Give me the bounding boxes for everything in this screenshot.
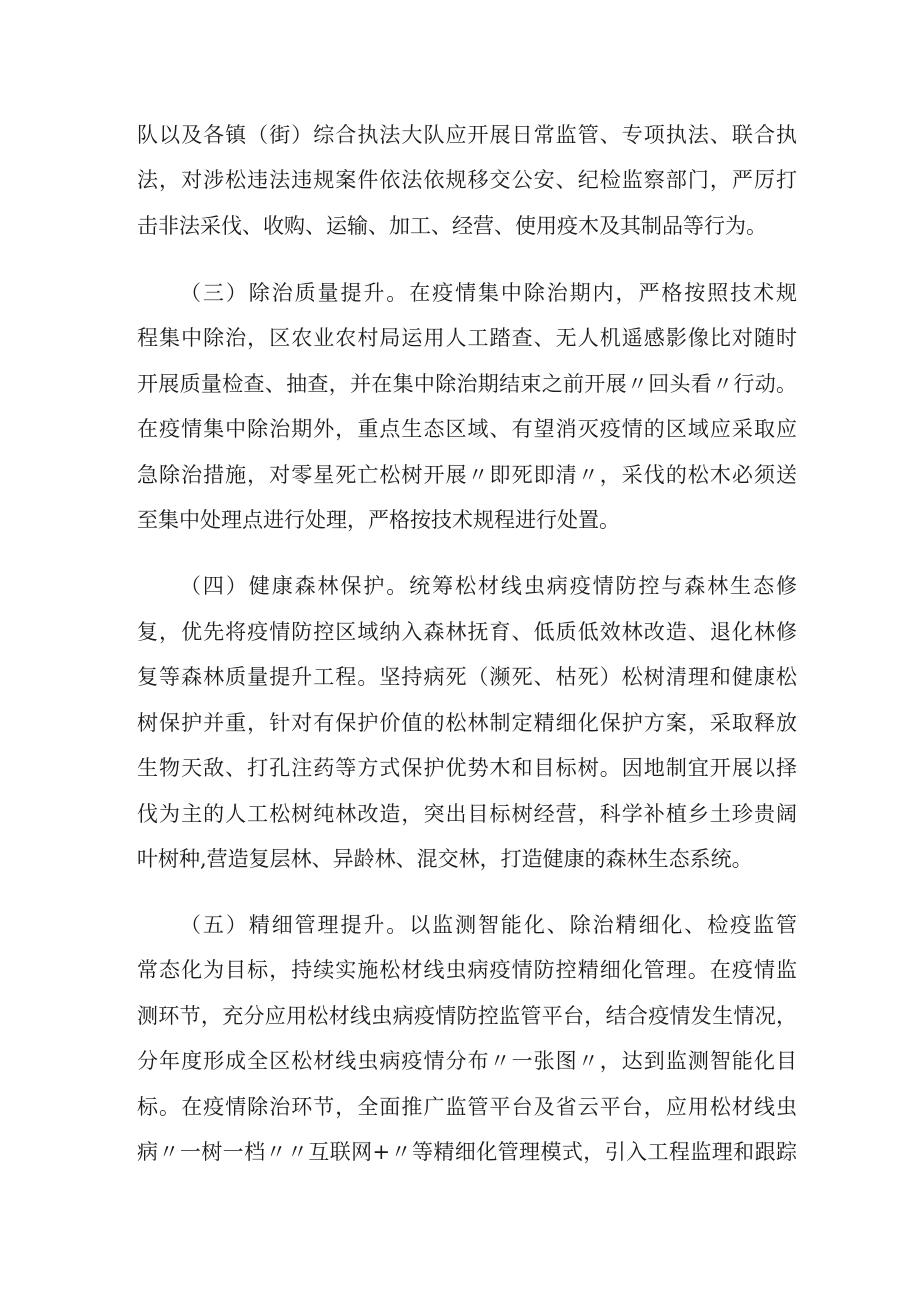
paragraph-5-heading-line: （五）精细管理提升。以监测智能化、除治精细化、检疫监管	[180, 913, 797, 937]
text-line: 标。在疫情除治环节，全面推广监管平台及省云平台，应用松材线虫	[137, 1095, 797, 1119]
text-line: 分年度形成全区松材线虫病疫情分布〃一张图〃，达到监测智能化目	[137, 1049, 797, 1073]
paragraph-3-heading-line: （三）除治质量提升。在疫情集中除治期内，严格按照技术规	[180, 281, 797, 305]
text-line: 伐为主的人工松树纯林改造，突出目标树经营，科学补植乡土珍贵阔	[137, 802, 797, 826]
text-line: 至集中处理点进行处理，严格按技术规程进行处置。	[137, 508, 620, 532]
paragraph-4-heading-line: （四）健康森林保护。统筹松材线虫病疫情防控与森林生态修	[180, 574, 797, 598]
text-line: 测环节，充分应用松材线虫病疫情防控监管平台，结合疫情发生情况，	[137, 1004, 797, 1028]
text-line: 病〃一树一档〃〃互联网+〃等精细化管理模式，引入工程监理和跟踪	[137, 1140, 797, 1164]
text-line: 复等森林质量提升工程。坚持病死（濒死、枯死）松树清理和健康松	[137, 665, 797, 689]
text-line: 常态化为目标，持续实施松材线虫病疫情防控精细化管理。在疫情监	[137, 958, 797, 982]
text-line: 开展质量检查、抽查，并在集中除治期结束之前开展〃回头看〃行动。	[137, 372, 797, 396]
text-line: 队以及各镇（街）综合执法大队应开展日常监管、专项执法、联合执	[137, 123, 797, 147]
text-line: 树保护并重，针对有保护价值的松林制定精细化保护方案，采取释放	[137, 711, 797, 735]
text-line: 在疫情集中除治期外，重点生态区域、有望消灭疫情的区域应采取应	[137, 417, 797, 441]
text-line: 程集中除治，区农业农村局运用人工踏查、无人机遥感影像比对随时	[137, 326, 797, 350]
text-line: 复，优先将疫情防控区域纳入森林抚育、低质低效林改造、退化林修	[137, 620, 797, 644]
text-line: 叶树种,营造复层林、异龄林、混交林，打造健康的森林生态系统。	[137, 847, 753, 871]
text-line: 法，对涉松违法违规案件依法依规移交公安、纪检监察部门，严厉打	[137, 168, 797, 192]
text-line: 生物天敌、打孔注药等方式保护优势木和目标树。因地制宜开展以择	[137, 756, 797, 780]
text-line: 击非法采伐、收购、运输、加工、经营、使用疫木及其制品等行为。	[137, 214, 767, 238]
text-line: 急除治措施，对零星死亡松树开展〃即死即清〃，采伐的松木必须送	[137, 463, 797, 487]
